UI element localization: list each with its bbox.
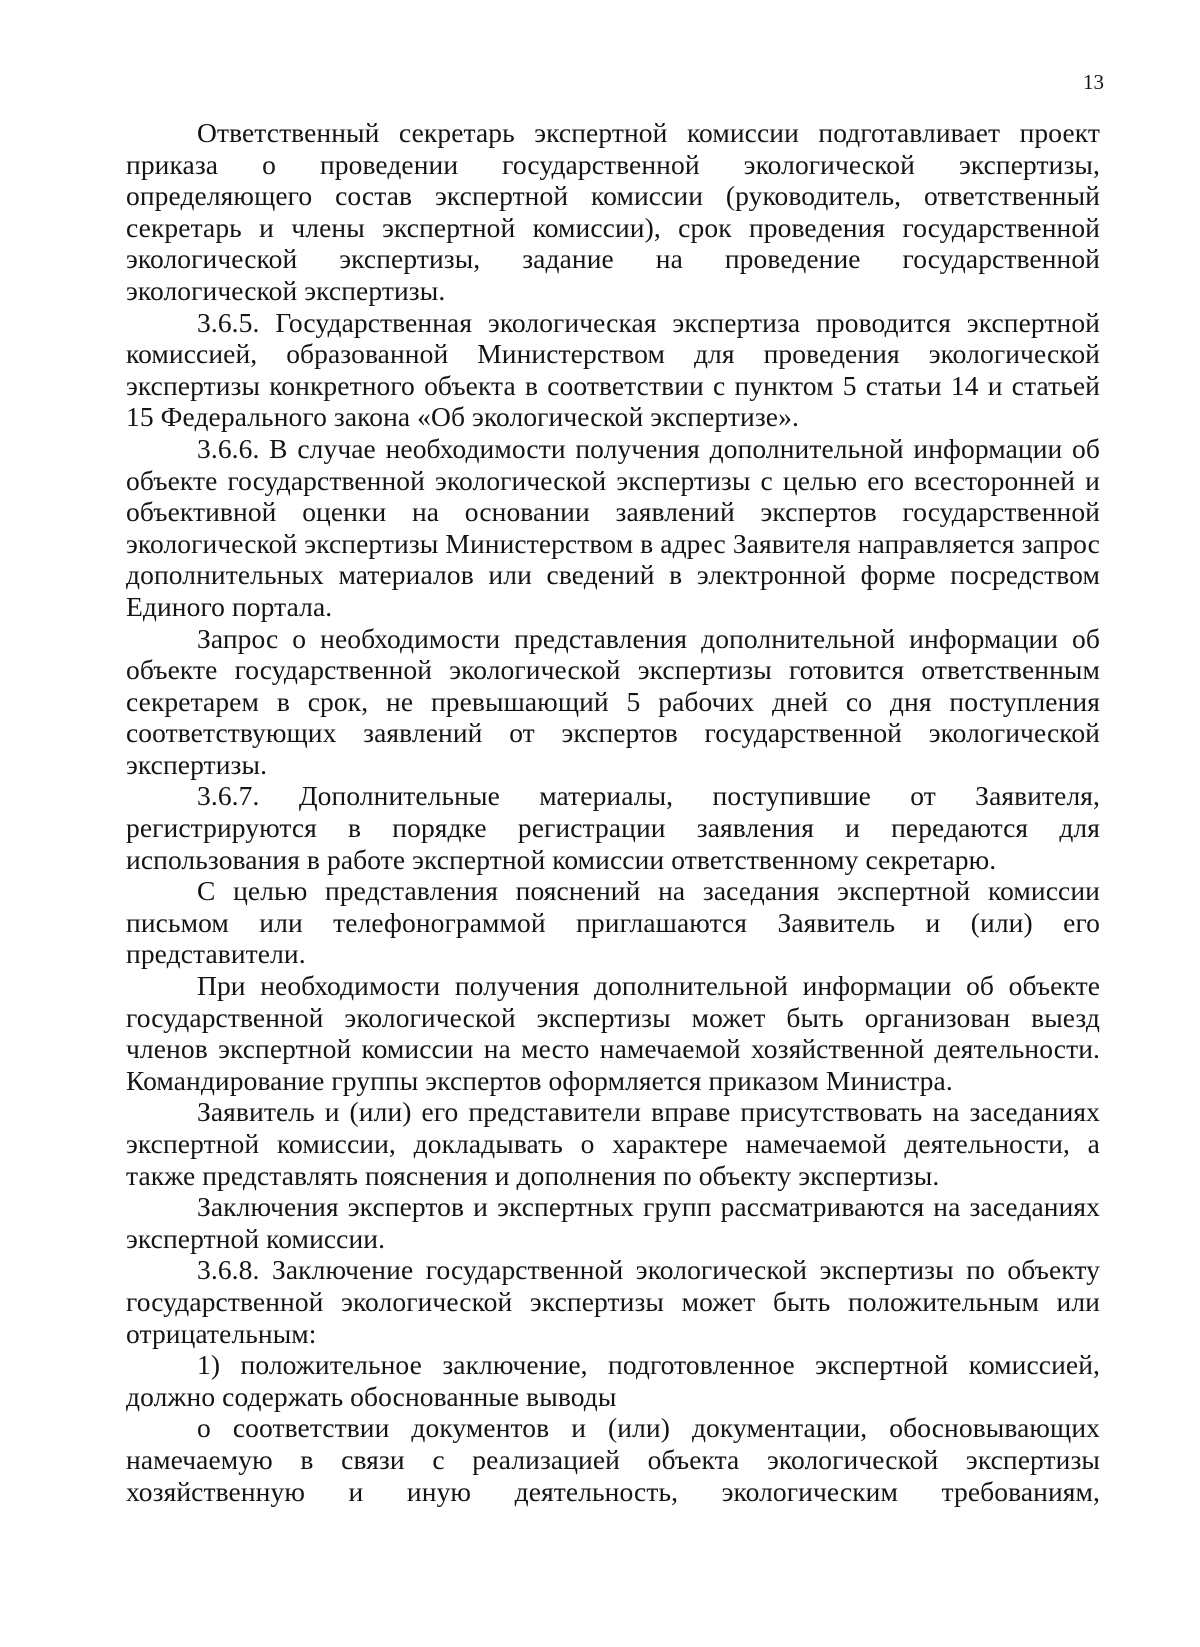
paragraph-additional-info-request: Запрос о необходимости представления дополнительной информации об объекте государственной экологической экспертизы готовится ответственным секретарем в срок, не превышающий 5 рабочих дней со дня поступления соответствующих заявлений от экспертов государственной экологической экспертизы. — [126, 622, 1100, 780]
page-number: 13 — [1083, 70, 1104, 94]
paragraph-positive-conclusion: 1) положительное заключение, подготовленное экспертной комиссией, должно содержать обоснованные выводы — [126, 1349, 1100, 1412]
paragraph-3-6-6: 3.6.6. В случае необходимости получения дополнительной информации об объекте государственной экологической экспертизы с целью его всесторонней и объективной оценки на основании заявлений экспертов государственной экологической экспертизы Министерством в адрес Заявителя направляется запрос дополнительных материалов или сведений в электронной форме посредством Единого портала. — [126, 432, 1100, 622]
paragraph-applicant-rights: Заявитель и (или) его представители вправе присутствовать на заседаниях экспертной комиссии, докладывать о характере намечаемой деятельности, а также представлять пояснения и дополнения по объекту экспертизы. — [126, 1096, 1100, 1191]
paragraph-applicant-invitation: С целью представления пояснений на заседания экспертной комиссии письмом или телефонограммой приглашаются Заявитель и (или) его представители. — [126, 875, 1100, 970]
paragraph-compliance: о соответствии документов и (или) документации, обосновывающих намечаемую в связи с реализацией объекта экологической экспертизы хозяйственную и иную деятельность, экологическим требованиям, — [126, 1412, 1100, 1507]
paragraph-3-6-8: 3.6.8. Заключение государственной экологической экспертизы по объекту государственной экологической экспертизы может быть положительным или отрицательным: — [126, 1254, 1100, 1349]
paragraph-3-6-5: 3.6.5. Государственная экологическая экспертиза проводится экспертной комиссией, образованной Министерством для проведения экологической экспертизы конкретного объекта в соответствии с пунктом 5 статьи 14 и статьей 15 Федерального закона «Об экологической экспертизе». — [126, 306, 1100, 433]
document-body — [126, 117, 1100, 1507]
paragraph-site-visit: При необходимости получения дополнительной информации об объекте государственной экологической экспертизы может быть организован выезд членов экспертной комиссии на место намечаемой хозяйственной деятельности. Командирование группы экспертов оформляется приказом Министра. — [126, 970, 1100, 1096]
paragraph-3-6-7: 3.6.7. Дополнительные материалы, поступившие от Заявителя, регистрируются в порядке регистрации заявления и передаются для использования в работе экспертной комиссии ответственному секретарю. — [126, 780, 1100, 875]
paragraph-expert-conclusions: Заключения экспертов и экспертных групп рассматриваются на заседаниях экспертной комиссии. — [126, 1191, 1100, 1254]
paragraph-commission-order: Ответственный секретарь экспертной комиссии подготавливает проект приказа о проведении государственной экологической экспертизы, определяющего состав экспертной комиссии (руководитель, ответственный секретарь и члены экспертной комиссии), срок проведения государственной экологической экспертизы, задание на проведение государственной экологической экспертизы. — [126, 117, 1100, 306]
